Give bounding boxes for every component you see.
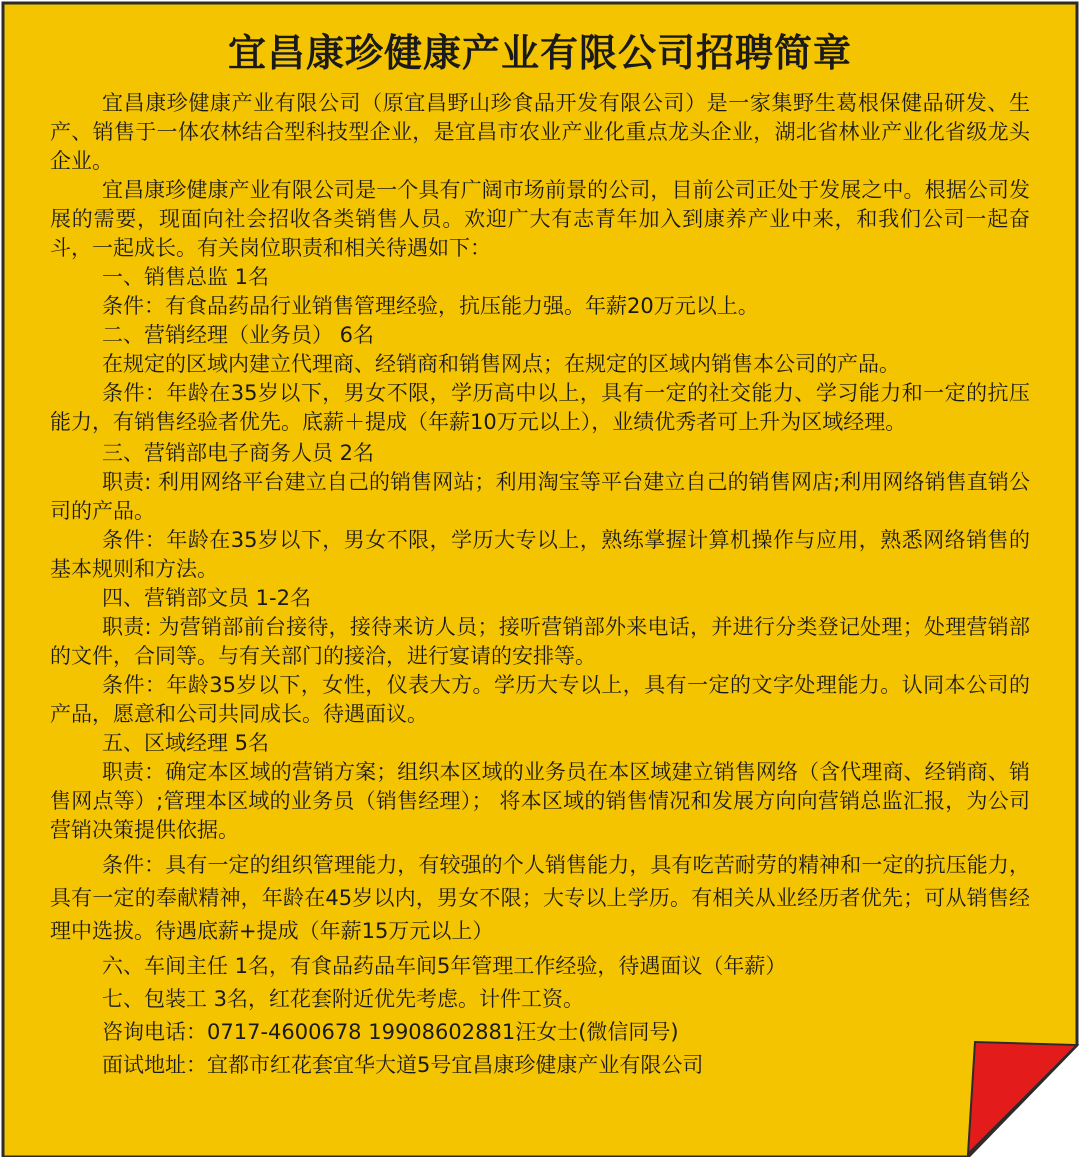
position-4-duty: 职责: 为营销部前台接待，接待来访人员；接听营销部外来电话，并进行分类登记处理；处理营销部的文件，合同等。与有关部门的接洽，进行宴请的安排等。 <box>50 615 1030 668</box>
position-1-requirement: 条件：有食品药品行业销售管理经验，抗压能力强。年薪20万元以上。 <box>102 294 759 318</box>
position-5-duty: 职责：确定本区域的营销方案；组织本区域的业务员在本区域建立销售网络（含代理商、经销商、销售网点等）;管理本区域的业务员（销售经理）； 将本区域的销售情况和发展方向向营销总监汇报，为公司营销决策提供依据。 <box>50 760 1030 842</box>
position-6-heading: 六、车间主任 1名，有食品药品车间5年管理工作经验，待遇面议（年薪） <box>102 954 787 978</box>
contact-phone: 咨询电话：0717-4600678 19908602881汪女士(微信同号) <box>102 1020 679 1044</box>
position-3-heading: 三、营销部电子商务人员 2名 <box>102 441 375 465</box>
interview-address: 面试地址：宜都市红花套宜华大道5号宜昌康珍健康产业有限公司 <box>102 1053 704 1077</box>
position-4-requirement: 条件：年龄35岁以下，女性，仪表大方。学历大专以上，具有一定的文字处理能力。认同本公司的产品，愿意和公司共同成长。待遇面议。 <box>50 673 1030 726</box>
position-5-heading: 五、区域经理 5名 <box>102 731 270 755</box>
position-7-heading: 七、包装工 3名，红花套附近优先考虑。计件工资。 <box>102 987 585 1011</box>
position-2-requirement: 条件：年龄在35岁以下，男女不限，学历高中以上，具有一定的社交能力、学习能力和一定的抗压能力，有销售经验者优先。底薪＋提成（年薪10万元以上），业绩优秀者可上升为区域经理。 <box>50 381 1030 434</box>
position-1-heading: 一、销售总监 1名 <box>102 265 270 289</box>
intro-paragraph-2: 宜昌康珍健康产业有限公司是一个具有广阔市场前景的公司，目前公司正处于发展之中。根据公司发展的需要，现面向社会招收各类销售人员。欢迎广大有志青年加入到康养产业中来，和我们公司一起奋斗，一起成长。有关岗位职责和相关待遇如下： <box>50 178 1030 260</box>
position-3-duty: 职责: 利用网络平台建立自己的销售网站；利用淘宝等平台建立自己的销售网店;利用网络销售直销公司的产品。 <box>50 470 1030 523</box>
intro-paragraph-1: 宜昌康珍健康产业有限公司（原宜昌野山珍食品开发有限公司）是一家集野生葛根保健品研发、生产、销售于一体农林结合型科技型企业，是宜昌市农业产业化重点龙头企业，湖北省林业产业化省级龙头企业。 <box>50 91 1030 173</box>
position-5-requirement: 条件：具有一定的组织管理能力，有较强的个人销售能力，具有吃苦耐劳的精神和一定的抗压能力，具有一定的奉献精神，年龄在45岁以内，男女不限；大专以上学历。有相关从业经历者优先；可从销售经理中选拔。待遇底薪+提成（年薪15万元以上） <box>50 853 1030 943</box>
position-2-duty: 在规定的区域内建立代理商、经销商和销售网点；在规定的区域内销售本公司的产品。 <box>102 352 900 376</box>
position-2-heading: 二、营销经理（业务员） 6名 <box>102 323 375 347</box>
position-3-requirement: 条件：年龄在35岁以下，男女不限，学历大专以上，熟练掌握计算机操作与应用，熟悉网络销售的基本规则和方法。 <box>50 528 1030 581</box>
poster-title: 宜昌康珍健康产业有限公司招聘简章 <box>227 31 852 75</box>
position-4-heading: 四、营销部文员 1-2名 <box>102 586 311 610</box>
poster-body <box>50 89 1030 1082</box>
